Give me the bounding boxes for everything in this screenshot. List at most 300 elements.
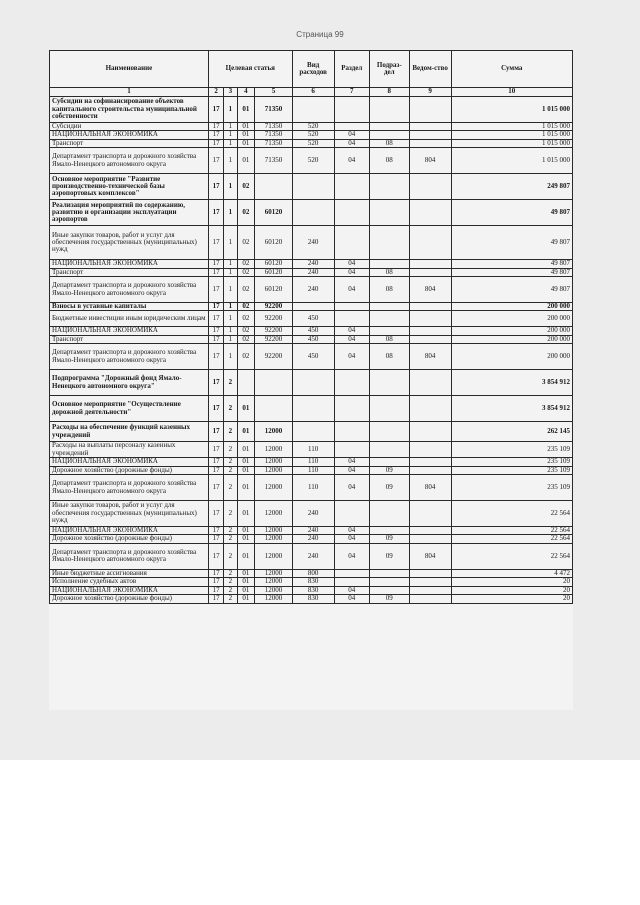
row-code-v — [409, 260, 451, 268]
row-name: Основное мероприятие "Осуществление дорожной деятельности" — [50, 396, 209, 422]
row-code-d: 12000 — [255, 569, 293, 577]
row-code-d: 12000 — [255, 586, 293, 594]
row-code-s — [334, 501, 369, 527]
table-row — [50, 370, 573, 396]
row-code-a: 17 — [208, 396, 223, 422]
row-code-c: 01 — [237, 139, 255, 147]
row-sum: 249 807 — [451, 174, 572, 200]
table-row — [50, 174, 573, 200]
row-code-p — [369, 97, 409, 123]
row-code-p — [369, 578, 409, 586]
row-code-d: 71350 — [255, 123, 293, 131]
row-name: Взносы в уставные капиталы — [50, 303, 209, 311]
row-code-d: 12000 — [255, 422, 293, 442]
row-code-t: 520 — [292, 131, 334, 139]
row-code-v — [409, 226, 451, 260]
row-sum: 22 564 — [451, 543, 572, 569]
row-code-c: 02 — [237, 268, 255, 276]
table-row — [50, 200, 573, 226]
row-code-c: 02 — [237, 335, 255, 343]
row-name: Основное мероприятие "Развитие производственно-технической базы аэропортовых комплексов" — [50, 174, 209, 200]
row-code-p: 09 — [369, 466, 409, 474]
table-row — [50, 131, 573, 139]
row-code-b: 1 — [224, 277, 237, 303]
row-code-s: 04 — [334, 268, 369, 276]
row-name: Департамент транспорта и дорожного хозяйства Ямало-Ненецкого автономного округа — [50, 344, 209, 370]
row-code-s: 04 — [334, 458, 369, 466]
row-code-p: 08 — [369, 268, 409, 276]
row-code-p — [369, 174, 409, 200]
table-row — [50, 442, 573, 458]
table-row — [50, 327, 573, 335]
row-code-t: 110 — [292, 475, 334, 501]
col-number: 2 — [208, 88, 223, 97]
row-code-c: 01 — [237, 475, 255, 501]
document-sheet — [49, 50, 573, 710]
row-code-b: 1 — [224, 260, 237, 268]
row-sum: 262 145 — [451, 422, 572, 442]
row-code-a: 17 — [208, 139, 223, 147]
row-sum: 200 000 — [451, 327, 572, 335]
row-name: Дорожное хозяйство (дорожные фонды) — [50, 535, 209, 543]
row-name: Бюджетные инвестиции иным юридическим лицам — [50, 311, 209, 327]
row-code-t — [292, 303, 334, 311]
row-code-p — [369, 422, 409, 442]
row-name: Дорожное хозяйство (дорожные фонды) — [50, 595, 209, 603]
row-code-d: 92200 — [255, 311, 293, 327]
row-code-c: 01 — [237, 396, 255, 422]
row-name: Расходы на обеспечение функций казенных учреждений — [50, 422, 209, 442]
table-row — [50, 311, 573, 327]
row-code-c: 01 — [237, 458, 255, 466]
row-code-s: 04 — [334, 586, 369, 594]
table-row — [50, 148, 573, 174]
row-sum: 1 015 000 — [451, 97, 572, 123]
row-code-v: 804 — [409, 148, 451, 174]
table-row — [50, 260, 573, 268]
row-code-p: 08 — [369, 344, 409, 370]
row-code-c: 01 — [237, 97, 255, 123]
row-code-p: 09 — [369, 595, 409, 603]
row-name: НАЦИОНАЛЬНАЯ ЭКОНОМИКА — [50, 131, 209, 139]
row-code-t: 520 — [292, 123, 334, 131]
col-number: 10 — [451, 88, 572, 97]
row-code-p: 09 — [369, 475, 409, 501]
row-code-s — [334, 569, 369, 577]
row-code-b: 2 — [224, 442, 237, 458]
row-code-t: 450 — [292, 311, 334, 327]
row-sum: 235 109 — [451, 458, 572, 466]
row-code-v — [409, 595, 451, 603]
row-code-v — [409, 327, 451, 335]
row-sum: 20 — [451, 586, 572, 594]
row-code-t: 240 — [292, 260, 334, 268]
row-code-d: 60120 — [255, 277, 293, 303]
row-code-t — [292, 200, 334, 226]
row-code-s: 04 — [334, 475, 369, 501]
row-code-a: 17 — [208, 174, 223, 200]
row-code-s: 04 — [334, 131, 369, 139]
row-code-p: 08 — [369, 335, 409, 343]
row-code-a: 17 — [208, 586, 223, 594]
row-code-a: 17 — [208, 327, 223, 335]
row-code-c: 02 — [237, 200, 255, 226]
row-code-v: 804 — [409, 277, 451, 303]
row-sum: 235 109 — [451, 475, 572, 501]
row-sum: 22 564 — [451, 501, 572, 527]
row-code-c: 01 — [237, 131, 255, 139]
row-sum: 1 015 000 — [451, 123, 572, 131]
row-code-c: 02 — [237, 277, 255, 303]
table-row — [50, 595, 573, 603]
row-code-p: 09 — [369, 543, 409, 569]
row-code-d: 60120 — [255, 268, 293, 276]
row-code-a: 17 — [208, 458, 223, 466]
row-code-c: 01 — [237, 123, 255, 131]
table-row — [50, 139, 573, 147]
row-code-v — [409, 422, 451, 442]
row-code-v — [409, 131, 451, 139]
row-code-t: 240 — [292, 501, 334, 527]
table-row — [50, 501, 573, 527]
table-row — [50, 123, 573, 131]
row-code-c: 01 — [237, 148, 255, 174]
row-code-b: 2 — [224, 543, 237, 569]
row-code-t — [292, 97, 334, 123]
row-code-a: 17 — [208, 475, 223, 501]
row-sum: 1 015 000 — [451, 139, 572, 147]
row-sum: 3 854 912 — [451, 396, 572, 422]
row-code-b: 1 — [224, 174, 237, 200]
row-code-t: 450 — [292, 327, 334, 335]
header-dept: Ведом-ство — [409, 51, 451, 88]
row-code-s: 04 — [334, 527, 369, 535]
row-code-b: 1 — [224, 226, 237, 260]
row-name: Департамент транспорта и дорожного хозяйства Ямало-Ненецкого автономного округа — [50, 148, 209, 174]
row-code-b: 2 — [224, 396, 237, 422]
table-row — [50, 226, 573, 260]
row-code-c: 01 — [237, 442, 255, 458]
row-code-c: 02 — [237, 303, 255, 311]
row-code-b: 1 — [224, 303, 237, 311]
row-name: Дорожное хозяйство (дорожные фонды) — [50, 466, 209, 474]
row-sum: 22 564 — [451, 527, 572, 535]
row-code-t: 240 — [292, 268, 334, 276]
row-code-c: 01 — [237, 527, 255, 535]
row-name: НАЦИОНАЛЬНАЯ ЭКОНОМИКА — [50, 327, 209, 335]
row-sum: 3 854 912 — [451, 370, 572, 396]
row-code-v — [409, 527, 451, 535]
row-name: Субсидии — [50, 123, 209, 131]
col-number: 7 — [334, 88, 369, 97]
row-sum: 235 109 — [451, 442, 572, 458]
row-name: Транспорт — [50, 139, 209, 147]
row-name: НАЦИОНАЛЬНАЯ ЭКОНОМИКА — [50, 458, 209, 466]
row-sum: 49 807 — [451, 200, 572, 226]
col-number: 3 — [224, 88, 237, 97]
table-row — [50, 586, 573, 594]
row-code-b: 1 — [224, 148, 237, 174]
row-name: НАЦИОНАЛЬНАЯ ЭКОНОМИКА — [50, 527, 209, 535]
row-code-s — [334, 123, 369, 131]
row-code-a: 17 — [208, 595, 223, 603]
table-row — [50, 475, 573, 501]
row-code-v: 804 — [409, 344, 451, 370]
row-code-t — [292, 174, 334, 200]
row-code-c: 01 — [237, 595, 255, 603]
row-code-b: 1 — [224, 344, 237, 370]
row-code-p — [369, 501, 409, 527]
row-sum: 49 807 — [451, 260, 572, 268]
row-code-d: 92200 — [255, 335, 293, 343]
row-code-b: 2 — [224, 501, 237, 527]
row-code-d: 12000 — [255, 442, 293, 458]
row-code-p: 09 — [369, 535, 409, 543]
table-row — [50, 569, 573, 577]
row-code-c: 02 — [237, 327, 255, 335]
row-code-c: 01 — [237, 501, 255, 527]
row-code-b: 2 — [224, 586, 237, 594]
row-code-b: 1 — [224, 97, 237, 123]
row-code-d: 60120 — [255, 200, 293, 226]
row-code-a: 17 — [208, 303, 223, 311]
row-code-d: 60120 — [255, 260, 293, 268]
row-name: Департамент транспорта и дорожного хозяйства Ямало-Ненецкого автономного округа — [50, 475, 209, 501]
row-name: Иные закупки товаров, работ и услуг для обеспечения государственных (муниципальных) нужд — [50, 226, 209, 260]
row-code-d: 12000 — [255, 466, 293, 474]
row-code-d: 12000 — [255, 458, 293, 466]
row-code-v — [409, 311, 451, 327]
row-name: Транспорт — [50, 335, 209, 343]
row-code-t: 830 — [292, 595, 334, 603]
row-code-v — [409, 442, 451, 458]
row-code-t: 240 — [292, 543, 334, 569]
row-code-b: 2 — [224, 370, 237, 396]
row-code-s — [334, 303, 369, 311]
row-code-p — [369, 442, 409, 458]
row-code-d: 71350 — [255, 131, 293, 139]
row-code-d: 60120 — [255, 226, 293, 260]
row-code-s — [334, 174, 369, 200]
row-code-b: 1 — [224, 327, 237, 335]
row-code-a: 17 — [208, 148, 223, 174]
header-target: Целевая статья — [208, 51, 292, 88]
row-code-c: 01 — [237, 422, 255, 442]
row-code-s: 04 — [334, 148, 369, 174]
header-subsection: Подраз-дел — [369, 51, 409, 88]
row-code-b: 2 — [224, 422, 237, 442]
row-code-a: 17 — [208, 226, 223, 260]
row-code-s: 04 — [334, 535, 369, 543]
row-code-a: 17 — [208, 131, 223, 139]
row-code-t: 110 — [292, 466, 334, 474]
col-number: 6 — [292, 88, 334, 97]
row-name: Департамент транспорта и дорожного хозяйства Ямало-Ненецкого автономного округа — [50, 277, 209, 303]
row-code-b: 2 — [224, 578, 237, 586]
row-sum: 200 000 — [451, 344, 572, 370]
row-code-d: 12000 — [255, 578, 293, 586]
row-sum: 235 109 — [451, 466, 572, 474]
row-code-t — [292, 422, 334, 442]
col-number: 5 — [255, 88, 293, 97]
page-label: Страница 99 — [296, 30, 344, 39]
row-name: Транспорт — [50, 268, 209, 276]
row-code-c: 02 — [237, 311, 255, 327]
row-code-p — [369, 569, 409, 577]
row-code-p — [369, 311, 409, 327]
budget-table — [49, 50, 573, 604]
row-sum: 1 015 000 — [451, 131, 572, 139]
row-code-s — [334, 442, 369, 458]
row-code-s — [334, 226, 369, 260]
row-code-s — [334, 578, 369, 586]
row-sum: 20 — [451, 595, 572, 603]
header-name: Наименование — [50, 51, 209, 88]
row-code-a: 17 — [208, 311, 223, 327]
row-code-t: 800 — [292, 569, 334, 577]
row-code-p — [369, 200, 409, 226]
row-code-s — [334, 422, 369, 442]
row-code-a: 17 — [208, 97, 223, 123]
row-code-c: 01 — [237, 543, 255, 569]
row-code-c: 02 — [237, 260, 255, 268]
table-row — [50, 578, 573, 586]
row-code-d: 12000 — [255, 475, 293, 501]
row-code-c: 02 — [237, 174, 255, 200]
row-code-a: 17 — [208, 277, 223, 303]
row-code-t — [292, 396, 334, 422]
row-code-s: 04 — [334, 335, 369, 343]
row-code-b: 1 — [224, 131, 237, 139]
row-sum: 4 472 — [451, 569, 572, 577]
row-code-b: 2 — [224, 475, 237, 501]
row-code-a: 17 — [208, 335, 223, 343]
row-code-t: 830 — [292, 578, 334, 586]
row-code-v — [409, 535, 451, 543]
row-sum: 49 807 — [451, 277, 572, 303]
row-code-d: 12000 — [255, 501, 293, 527]
row-code-a: 17 — [208, 260, 223, 268]
row-code-v: 804 — [409, 543, 451, 569]
table-row — [50, 535, 573, 543]
row-code-b: 2 — [224, 535, 237, 543]
table-row — [50, 527, 573, 535]
row-code-v — [409, 578, 451, 586]
row-name: НАЦИОНАЛЬНАЯ ЭКОНОМИКА — [50, 260, 209, 268]
row-code-p — [369, 458, 409, 466]
row-code-a: 17 — [208, 422, 223, 442]
table-row — [50, 277, 573, 303]
row-name: НАЦИОНАЛЬНАЯ ЭКОНОМИКА — [50, 586, 209, 594]
row-sum: 200 000 — [451, 303, 572, 311]
row-code-a: 17 — [208, 569, 223, 577]
row-code-v — [409, 174, 451, 200]
row-code-d: 92200 — [255, 303, 293, 311]
row-code-t: 450 — [292, 335, 334, 343]
row-code-d: 71350 — [255, 97, 293, 123]
row-code-b: 1 — [224, 311, 237, 327]
row-code-a: 17 — [208, 370, 223, 396]
row-code-p — [369, 260, 409, 268]
row-code-b: 2 — [224, 466, 237, 474]
row-code-v — [409, 335, 451, 343]
row-code-d: 12000 — [255, 543, 293, 569]
row-name: Иные закупки товаров, работ и услуг для обеспечения государственных (муниципальных) нужд — [50, 501, 209, 527]
row-sum: 22 564 — [451, 535, 572, 543]
row-code-c: 01 — [237, 535, 255, 543]
table-body — [50, 97, 573, 604]
table-row — [50, 303, 573, 311]
row-code-b: 1 — [224, 268, 237, 276]
row-code-a: 17 — [208, 442, 223, 458]
table-row — [50, 344, 573, 370]
row-code-p — [369, 123, 409, 131]
row-code-p: 08 — [369, 139, 409, 147]
col-number: 9 — [409, 88, 451, 97]
row-code-c: 01 — [237, 586, 255, 594]
row-code-b: 1 — [224, 123, 237, 131]
row-code-c — [237, 370, 255, 396]
row-name: Реализация мероприятий по содержанию, развитию и организации эксплуатации аэропортов — [50, 200, 209, 226]
row-code-v — [409, 268, 451, 276]
row-code-s — [334, 396, 369, 422]
row-code-v — [409, 466, 451, 474]
row-code-s: 04 — [334, 277, 369, 303]
row-code-t: 450 — [292, 344, 334, 370]
header-type: Вид расходов — [292, 51, 334, 88]
table-row — [50, 422, 573, 442]
row-code-c: 01 — [237, 569, 255, 577]
row-code-d — [255, 370, 293, 396]
col-number: 1 — [50, 88, 209, 97]
row-sum: 200 000 — [451, 311, 572, 327]
row-code-a: 17 — [208, 344, 223, 370]
row-name: Субсидии на софинансирование объектов капитального строительства муниципальной собственности — [50, 97, 209, 123]
row-code-a: 17 — [208, 268, 223, 276]
row-code-v: 804 — [409, 475, 451, 501]
header-row — [50, 51, 573, 88]
row-code-s — [334, 311, 369, 327]
row-code-v — [409, 586, 451, 594]
table-row — [50, 458, 573, 466]
header-sum: Сумма — [451, 51, 572, 88]
row-code-s — [334, 200, 369, 226]
row-code-v — [409, 569, 451, 577]
row-sum: 200 000 — [451, 335, 572, 343]
table-row — [50, 97, 573, 123]
row-code-a: 17 — [208, 578, 223, 586]
table-row — [50, 396, 573, 422]
row-code-p: 08 — [369, 148, 409, 174]
row-name: Иные бюджетные ассигнования — [50, 569, 209, 577]
row-code-t: 110 — [292, 442, 334, 458]
row-code-c: 01 — [237, 578, 255, 586]
row-code-s: 04 — [334, 327, 369, 335]
row-code-d — [255, 396, 293, 422]
row-code-s — [334, 97, 369, 123]
row-code-b: 2 — [224, 458, 237, 466]
row-code-b: 1 — [224, 335, 237, 343]
row-code-p — [369, 586, 409, 594]
row-code-b: 2 — [224, 569, 237, 577]
row-code-s: 04 — [334, 260, 369, 268]
row-code-t: 240 — [292, 226, 334, 260]
table-row — [50, 268, 573, 276]
row-code-a: 17 — [208, 123, 223, 131]
row-code-v — [409, 97, 451, 123]
row-code-d: 92200 — [255, 344, 293, 370]
row-code-p: 08 — [369, 277, 409, 303]
